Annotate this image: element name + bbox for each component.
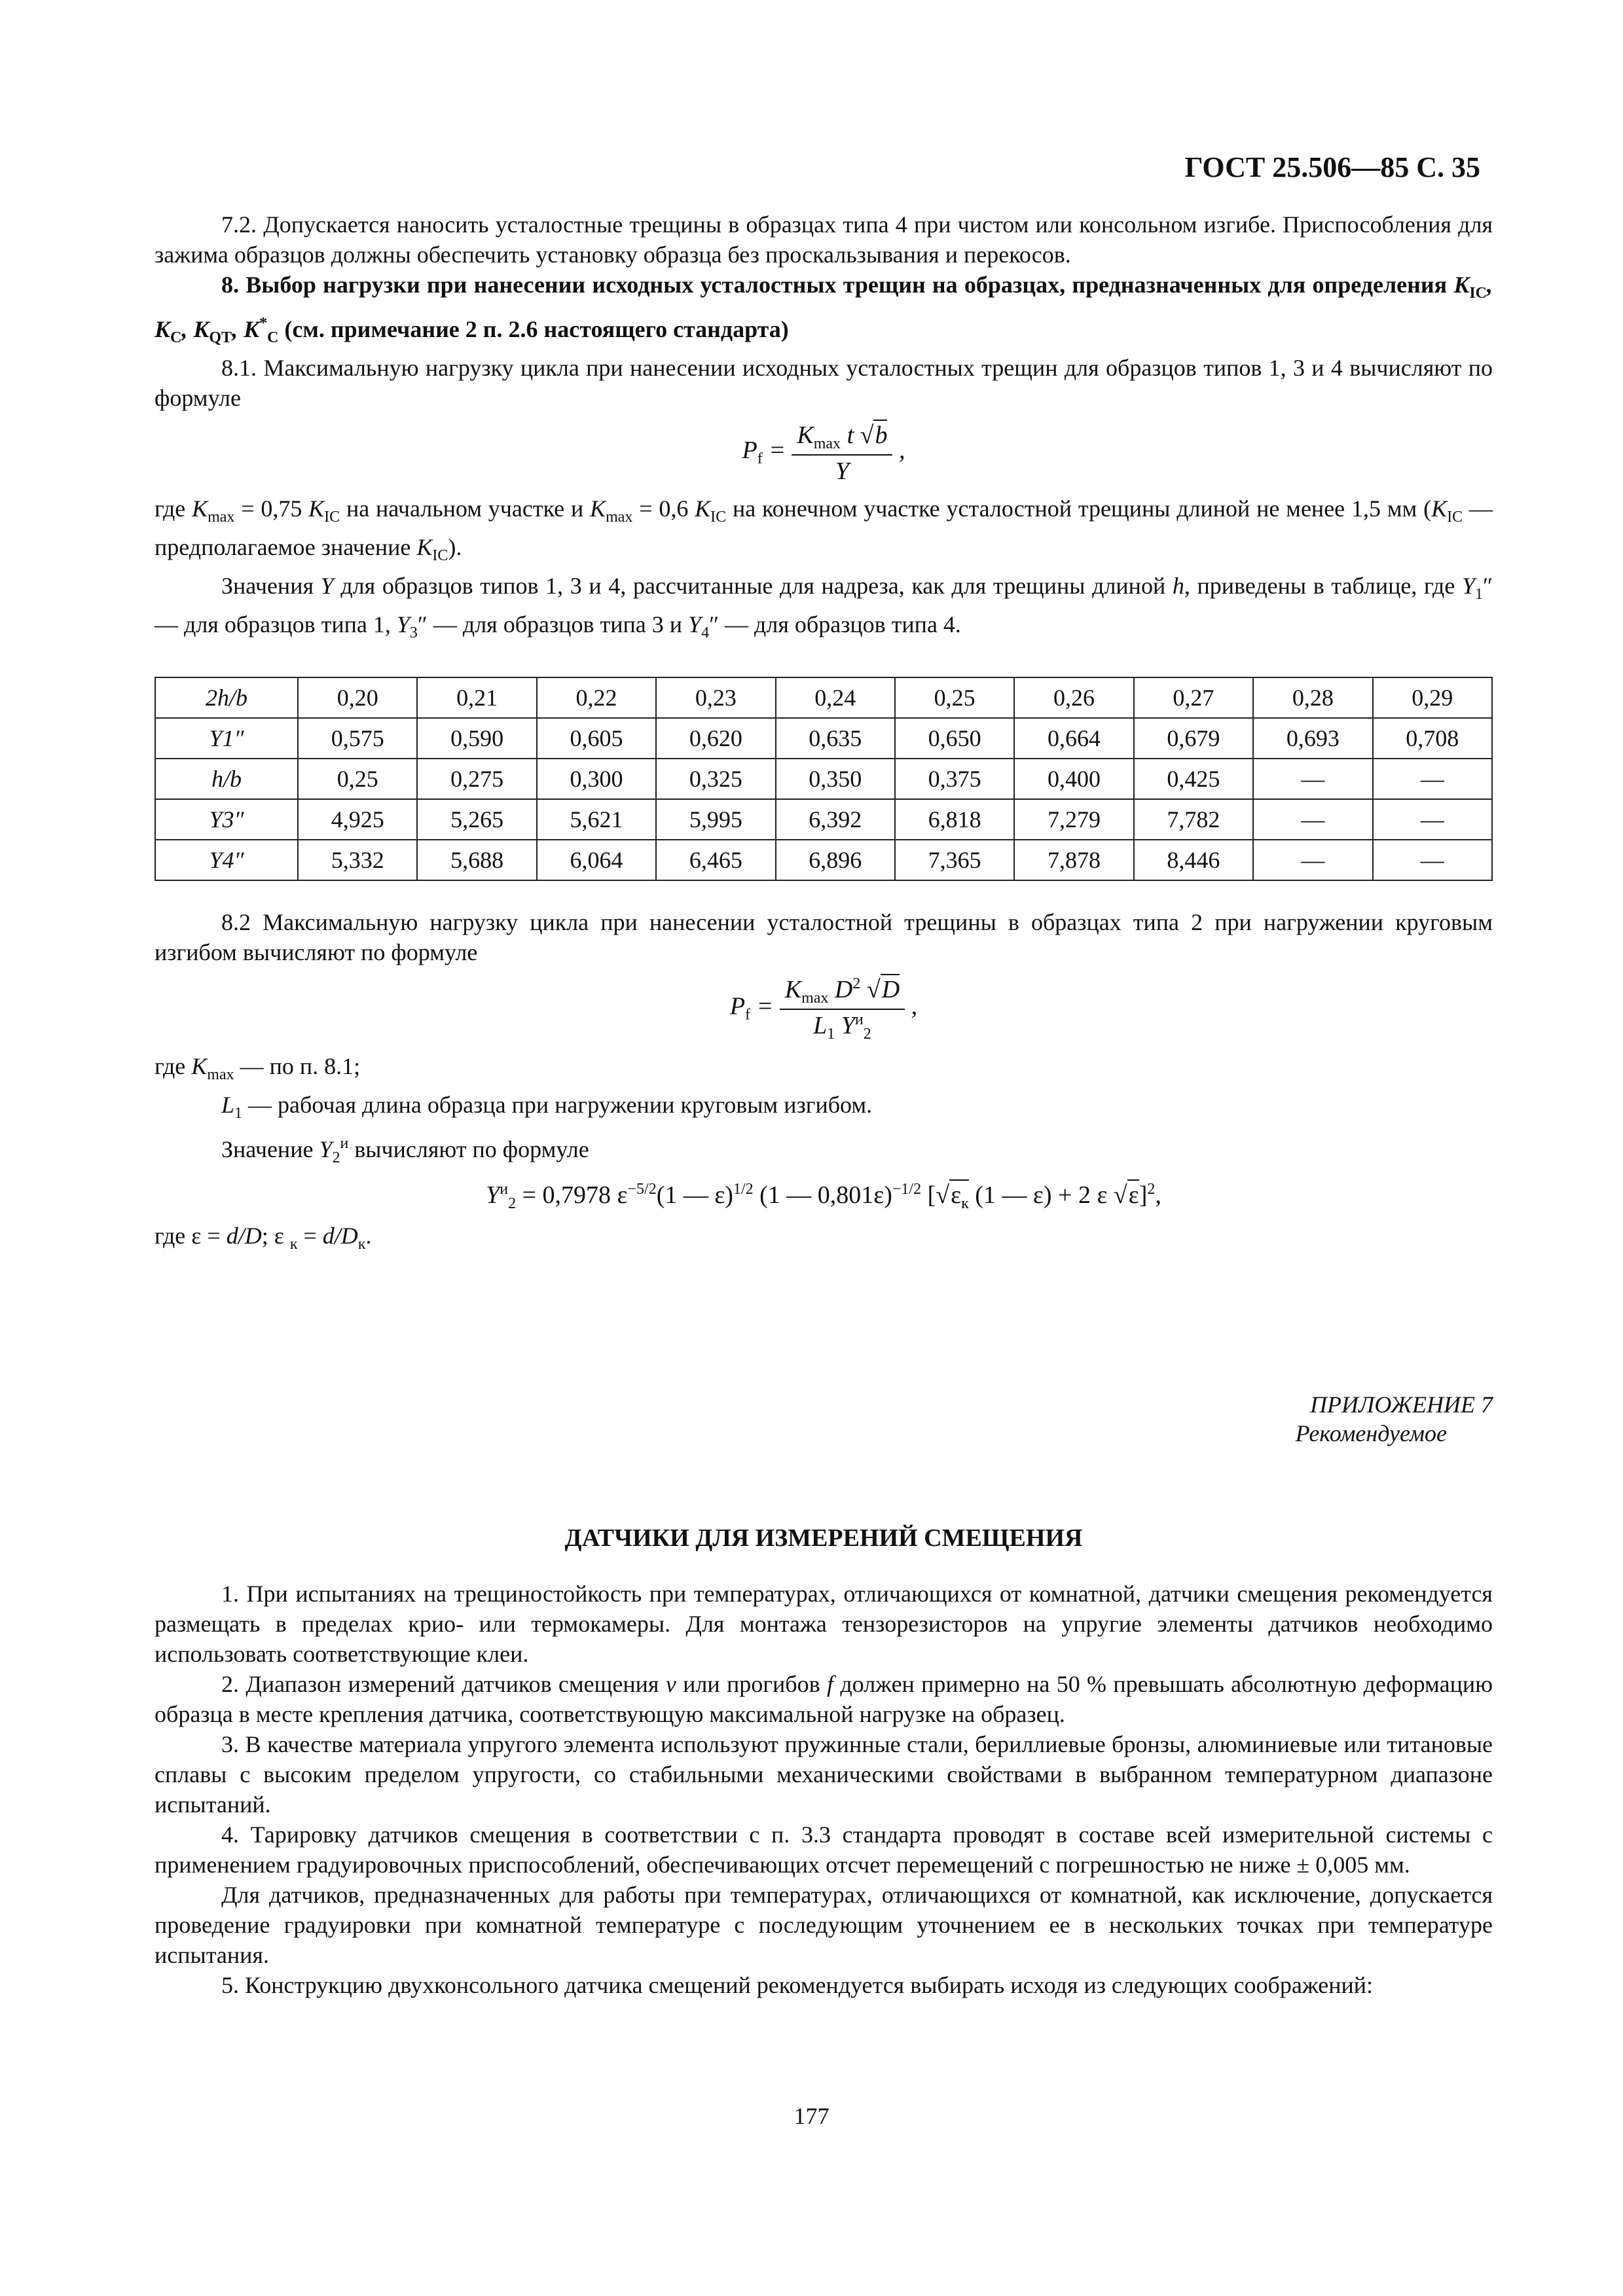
table-cell: — [1253,759,1372,799]
table-cell: 6,896 [776,840,895,880]
paragraph-8-2: 8.2 Максимальную нагрузку цикла при нанесении усталостной трещины в образцах типа 2 при нагружении круговым изгибом вычисляют по формуле [155,909,1493,965]
table-cell: 0,679 [1134,718,1253,759]
table-cell: 5,688 [417,840,536,880]
table-cell: 0,425 [1134,759,1253,799]
table-cell: 0,300 [537,759,656,799]
table-cell: 0,275 [417,759,536,799]
table-row [155,718,1492,759]
appendix-item-5: 5. Конструкцию двухконсольного датчика смещений рекомендуется выбирать исходя из следующих соображений: [221,1972,1374,1998]
table-cell: 0,664 [1014,718,1133,759]
table-row [155,799,1492,840]
table-cell: — [1253,840,1372,880]
appendix-item-3: 3. В качестве материала упругого элемента используют пружинные стали, бериллиевые бронзы, алюминиевые или титановые сплавы с высоким пределом упругости, со стабильными механическими свойствами в выбранном температурном диапазоне испытаний. [155,1731,1493,1818]
table-row [155,677,1492,718]
paragraph-8-1-where: где $K_{max} = 0,75$ $K_{IC}$ на начальном участке и $K_{max} = 0,6$ $K_{IC}$ на конечном участке усталостной трещины длиной не менее 1,5 мм ($K_{IC}$ — предполагаемое значение $K_{IC}$). [155,495,1493,564]
section-8-heading-symbols: $K_{IC}$, $K_C$, $K_{QT}$, $K^*_C$ [155,272,1493,346]
section-title: ДАТЧИКИ ДЛЯ ИЗМЕРЕНИЙ СМЕЩЕНИЯ [564,1524,1083,1552]
formula-2-comma: , [911,992,918,1020]
appendix-number: ПРИЛОЖЕНИЕ 7 [1310,1391,1493,1418]
appendix-item-4b: Для датчиков, предназначенных для работы при температурах, отличающихся от комнатной, как исключение, допускается проведение градуировки при комнатной температуре с последующим уточнением ее в нескольких точках при температуре испытания. [155,1882,1493,1968]
formula-2-numerator: $K_{max}$ $D^2$ √D [780,974,905,1010]
table-cell: — [1253,799,1372,840]
section-8-heading [155,270,1493,353]
table-cell: 7,279 [1014,799,1133,840]
paragraph-8-1-values: Значения Y для образцов типов 1, 3 и 4, рассчитанные для надреза, как для трещины длиной h, приведены в таблице, где $Y_1''$ — для образцов типа 1, $Y_3''$ — для образцов типа 3 и $Y_4''$ — для образцов типа 4. [155,573,1493,641]
formula-1-lhs: P [742,437,757,465]
where-2-b: $L_1$ — рабочая длина образца при нагружении круговым изгибом. [221,1092,873,1122]
table-cell: 0,693 [1253,718,1372,759]
table-cell: 6,392 [776,799,895,840]
appendix-item-2: 2. Диапазон измерений датчиков смещения v или прогибов f должен примерно на 50 % превышать абсолютную деформацию образца в месте крепления датчика, соответствующую максимальной нагрузке на образец. [155,1671,1493,1727]
table-row-label: h/b [155,759,298,799]
table-cell: 0,25 [298,759,417,799]
table-cell: 0,605 [537,718,656,759]
formula-2-lhs: P [729,992,746,1020]
formula-2-fraction [780,974,905,1043]
table-cell: 0,350 [776,759,895,799]
formula-1-numerator: $K_{max}$ t √b [792,420,892,456]
table-cell: 0,635 [776,718,895,759]
table-cell: 0,22 [537,677,656,718]
table-cell: 8,446 [1134,840,1253,880]
appendix-label [155,1390,1493,1448]
where-3: где ε = d/D; ε $_к = d/D_к$. [155,1223,372,1253]
y-values-table [155,677,1493,881]
table-cell: 0,620 [656,718,775,759]
where-2-a: где $K_{max}$ — по п. 8.1; [155,1053,361,1083]
table-row [155,759,1492,799]
formula-2-denominator: $L_1$ $Y^и_2$ [813,1011,871,1043]
table-cell: 0,575 [298,718,417,759]
formula-1-fraction [792,420,892,486]
table-cell: 0,21 [417,677,536,718]
table-row-label: 2h/b [155,677,298,718]
formula-1-denominator: Y [835,457,849,485]
table-cell: 5,265 [417,799,536,840]
page-number: 177 [793,2103,830,2129]
where-2-c: Значение $Y_2^и$ вычисляют по формуле [221,1135,589,1166]
table-cell: 0,25 [895,677,1014,718]
table-cell: — [1373,759,1492,799]
table-cell: 0,590 [417,718,536,759]
paragraph-7-2: 7.2. Допускается наносить усталостные трещины в образцах типа 4 при чистом или консольном изгибе. Приспособления для зажима образцов должны обеспечить установку образца без проскальзывания и перекосов. [155,211,1493,268]
section-8-heading-text: 8. Выбор нагрузки при нанесении исходных усталостных трещин на образцах, предназначенных для определения [221,272,1454,298]
page-header: ГОСТ 25.506—85 С. 35 [1184,151,1480,183]
formula-2-lhs-sub: f [745,1006,751,1024]
table-cell: 7,782 [1134,799,1253,840]
table-cell: 0,20 [298,677,417,718]
table-cell: 0,650 [895,718,1014,759]
table-cell: 0,400 [1014,759,1133,799]
table-cell: — [1373,799,1492,840]
table-cell: 6,818 [895,799,1014,840]
table-cell: 6,064 [537,840,656,880]
formula-1-comma: , [898,437,905,465]
table-cell: 0,325 [656,759,775,799]
table-cell: 0,27 [1134,677,1253,718]
table-cell: 6,465 [656,840,775,880]
appendix-status: Рекомендуемое [1295,1420,1447,1446]
table-cell: 0,28 [1253,677,1372,718]
formula-3: $Y^и_2 = 0,7978$ $\varepsilon^{-5/2}(1$ — ε)$^{1/2}$ (1 — 0,801ε)$^{-1/2}$ [$√\varepsilon_к$ (1 — ε) + 2 ε √ε]$^2$, [486,1181,1161,1212]
page-body [155,144,1493,2000]
table-cell: — [1373,840,1492,880]
table-row-label: Y1″ [155,718,298,759]
table-cell: 5,621 [537,799,656,840]
table-row [155,840,1492,880]
table-cell: 0,24 [776,677,895,718]
appendix-item-1: 1. При испытаниях на трещиностойкость при температурах, отличающихся от комнатной, датчики смещения рекомендуется размещать в пределах крио- или термокамеры. Для монтажа тензорезисторов на упругие элементы датчиков необходимо использовать соответствующие клеи. [155,1581,1493,1667]
table-cell: 0,375 [895,759,1014,799]
appendix-item-4: 4. Тарировку датчиков смещения в соответствии с п. 3.3 стандарта проводят в составе всей измерительной системы с применением градуировочных приспособлений, обеспечивающих отсчет перемещений с погрешностью не ниже ± 0,005 мм. [155,1821,1493,1878]
table-row-label: Y4″ [155,840,298,880]
formula-1: $P_f$ = $\frac{K_{max} t √b}{Y}$ , [155,420,1493,486]
table-cell: 4,925 [298,799,417,840]
paragraph-8-1: 8.1. Максимальную нагрузку цикла при нанесении исходных усталостных трещин для образцов типов 1, 3 и 4 вычисляют по формуле [155,355,1493,411]
formula-1-lhs-sub: f [757,450,763,468]
table-row-label: Y3″ [155,799,298,840]
table-cell: 0,29 [1373,677,1492,718]
table-cell: 5,995 [656,799,775,840]
table-cell: 0,23 [656,677,775,718]
table-cell: 7,365 [895,840,1014,880]
table-cell: 7,878 [1014,840,1133,880]
formula-2: $P_f$ = $\frac{K_{max} D^2 √D}{L_1 Y^и_2}$ , [729,975,918,1043]
table-cell: 5,332 [298,840,417,880]
table-cell: 0,26 [1014,677,1133,718]
table-cell: 0,708 [1373,718,1492,759]
section-8-heading-tail: (см. примечание 2 п. 2.6 настоящего стандарта) [278,316,789,342]
